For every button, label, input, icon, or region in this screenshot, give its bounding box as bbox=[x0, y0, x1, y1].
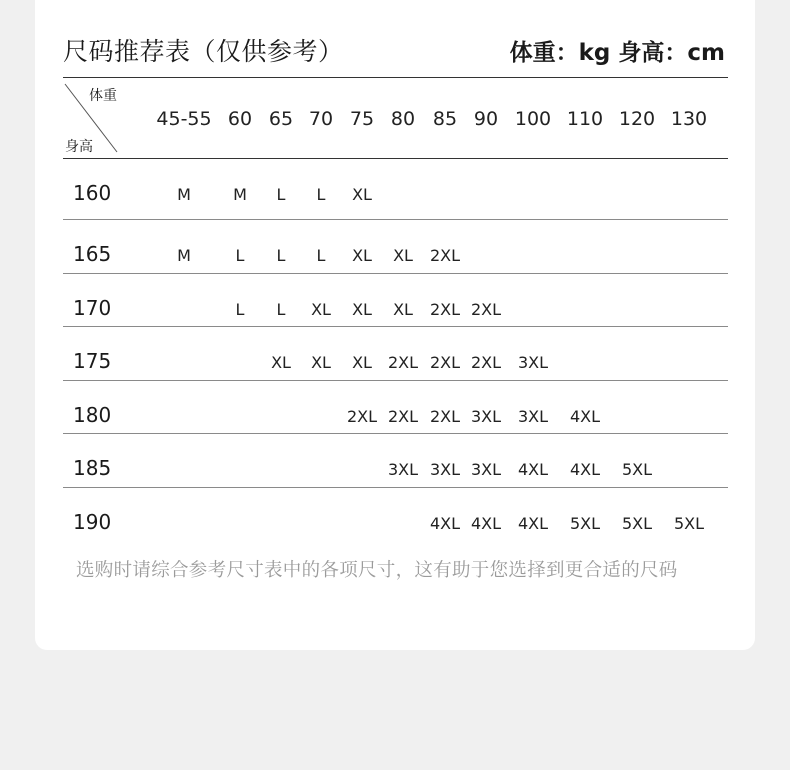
weight-header-cell: 65 bbox=[268, 108, 294, 130]
size-cell: 2XL bbox=[429, 299, 461, 319]
size-cell: XL bbox=[352, 299, 372, 319]
weight-header-cell: 75 bbox=[349, 108, 375, 130]
size-advice-note: 选购时请综合参考尺寸表中的各项尺寸，这有助于您选择到更合适的尺码 bbox=[76, 560, 678, 581]
height-label: 180 bbox=[73, 402, 112, 427]
height-axis-label: 身高 bbox=[65, 139, 93, 155]
size-cell: 2XL bbox=[387, 353, 419, 372]
table-row bbox=[63, 159, 728, 220]
size-cell: XL bbox=[393, 246, 413, 265]
weight-header-cell: 110 bbox=[566, 108, 604, 130]
weight-header-cell: 45-55 bbox=[156, 108, 212, 130]
table-row bbox=[63, 327, 728, 381]
size-cell: L bbox=[316, 246, 326, 265]
size-cell: 3XL bbox=[470, 406, 502, 426]
size-cell: XL bbox=[352, 353, 372, 372]
table-header-row bbox=[63, 77, 728, 159]
size-cell: XL bbox=[352, 246, 372, 265]
size-cell: M bbox=[177, 246, 191, 265]
size-cell: L bbox=[276, 185, 286, 204]
size-cell: L bbox=[276, 246, 286, 265]
size-cell: M bbox=[233, 185, 247, 204]
table-row bbox=[63, 274, 728, 328]
size-cell: XL bbox=[311, 353, 331, 372]
size-cell: 4XL bbox=[470, 513, 502, 533]
size-cell: L bbox=[276, 299, 286, 319]
size-cell: 2XL bbox=[429, 246, 461, 265]
weight-header-cell: 130 bbox=[670, 108, 708, 130]
size-cell: 4XL bbox=[569, 460, 601, 479]
size-cell: L bbox=[235, 246, 245, 265]
size-cell: 2XL bbox=[429, 406, 461, 426]
size-cell: L bbox=[316, 185, 326, 204]
table-row bbox=[63, 434, 728, 488]
units-label: 体重：kg 身高：cm bbox=[509, 40, 725, 66]
size-cell: 4XL bbox=[517, 460, 549, 479]
weight-header-cell: 70 bbox=[308, 108, 334, 130]
size-cell: 5XL bbox=[673, 513, 705, 533]
size-cell: 2XL bbox=[470, 353, 502, 372]
size-cell: 4XL bbox=[569, 406, 601, 426]
size-cell: 5XL bbox=[569, 513, 601, 533]
size-cell: 2XL bbox=[429, 353, 461, 372]
weight-header-cell: 60 bbox=[227, 108, 253, 130]
size-cell: 3XL bbox=[517, 353, 549, 372]
size-cell: 3XL bbox=[429, 460, 461, 479]
size-cell: 2XL bbox=[346, 406, 378, 426]
weight-header-cell: 85 bbox=[432, 108, 458, 130]
weight-header-cell: 120 bbox=[618, 108, 656, 130]
size-cell: XL bbox=[352, 185, 372, 204]
size-cell: 5XL bbox=[621, 513, 653, 533]
height-label: 190 bbox=[73, 509, 112, 534]
height-label: 165 bbox=[73, 242, 112, 266]
size-cell: XL bbox=[271, 353, 291, 372]
height-label: 170 bbox=[73, 295, 112, 320]
weight-axis-label: 体重 bbox=[89, 88, 117, 104]
page-title: 尺码推荐表（仅供参考） bbox=[63, 37, 344, 66]
size-cell: 2XL bbox=[470, 299, 502, 319]
height-label: 175 bbox=[73, 349, 112, 373]
size-cell: XL bbox=[393, 299, 413, 319]
table-row bbox=[63, 381, 728, 435]
table-corner-cell bbox=[63, 78, 123, 158]
size-cell: 3XL bbox=[387, 460, 419, 479]
weight-header-cell: 90 bbox=[473, 108, 499, 130]
size-cell: 5XL bbox=[621, 460, 653, 479]
table-row bbox=[63, 488, 728, 541]
height-label: 185 bbox=[73, 456, 112, 480]
table-row bbox=[63, 220, 728, 274]
size-cell: 3XL bbox=[517, 406, 549, 426]
size-table bbox=[63, 77, 728, 540]
size-cell: XL bbox=[311, 299, 331, 319]
height-label: 160 bbox=[73, 181, 112, 205]
size-cell: 3XL bbox=[470, 460, 502, 479]
size-cell: 4XL bbox=[429, 513, 461, 533]
size-cell: 2XL bbox=[387, 406, 419, 426]
size-cell: L bbox=[235, 299, 245, 319]
size-cell: 4XL bbox=[517, 513, 549, 533]
size-cell: M bbox=[177, 185, 191, 204]
weight-header-cell: 80 bbox=[390, 108, 416, 130]
weight-header-cell: 100 bbox=[514, 108, 552, 130]
